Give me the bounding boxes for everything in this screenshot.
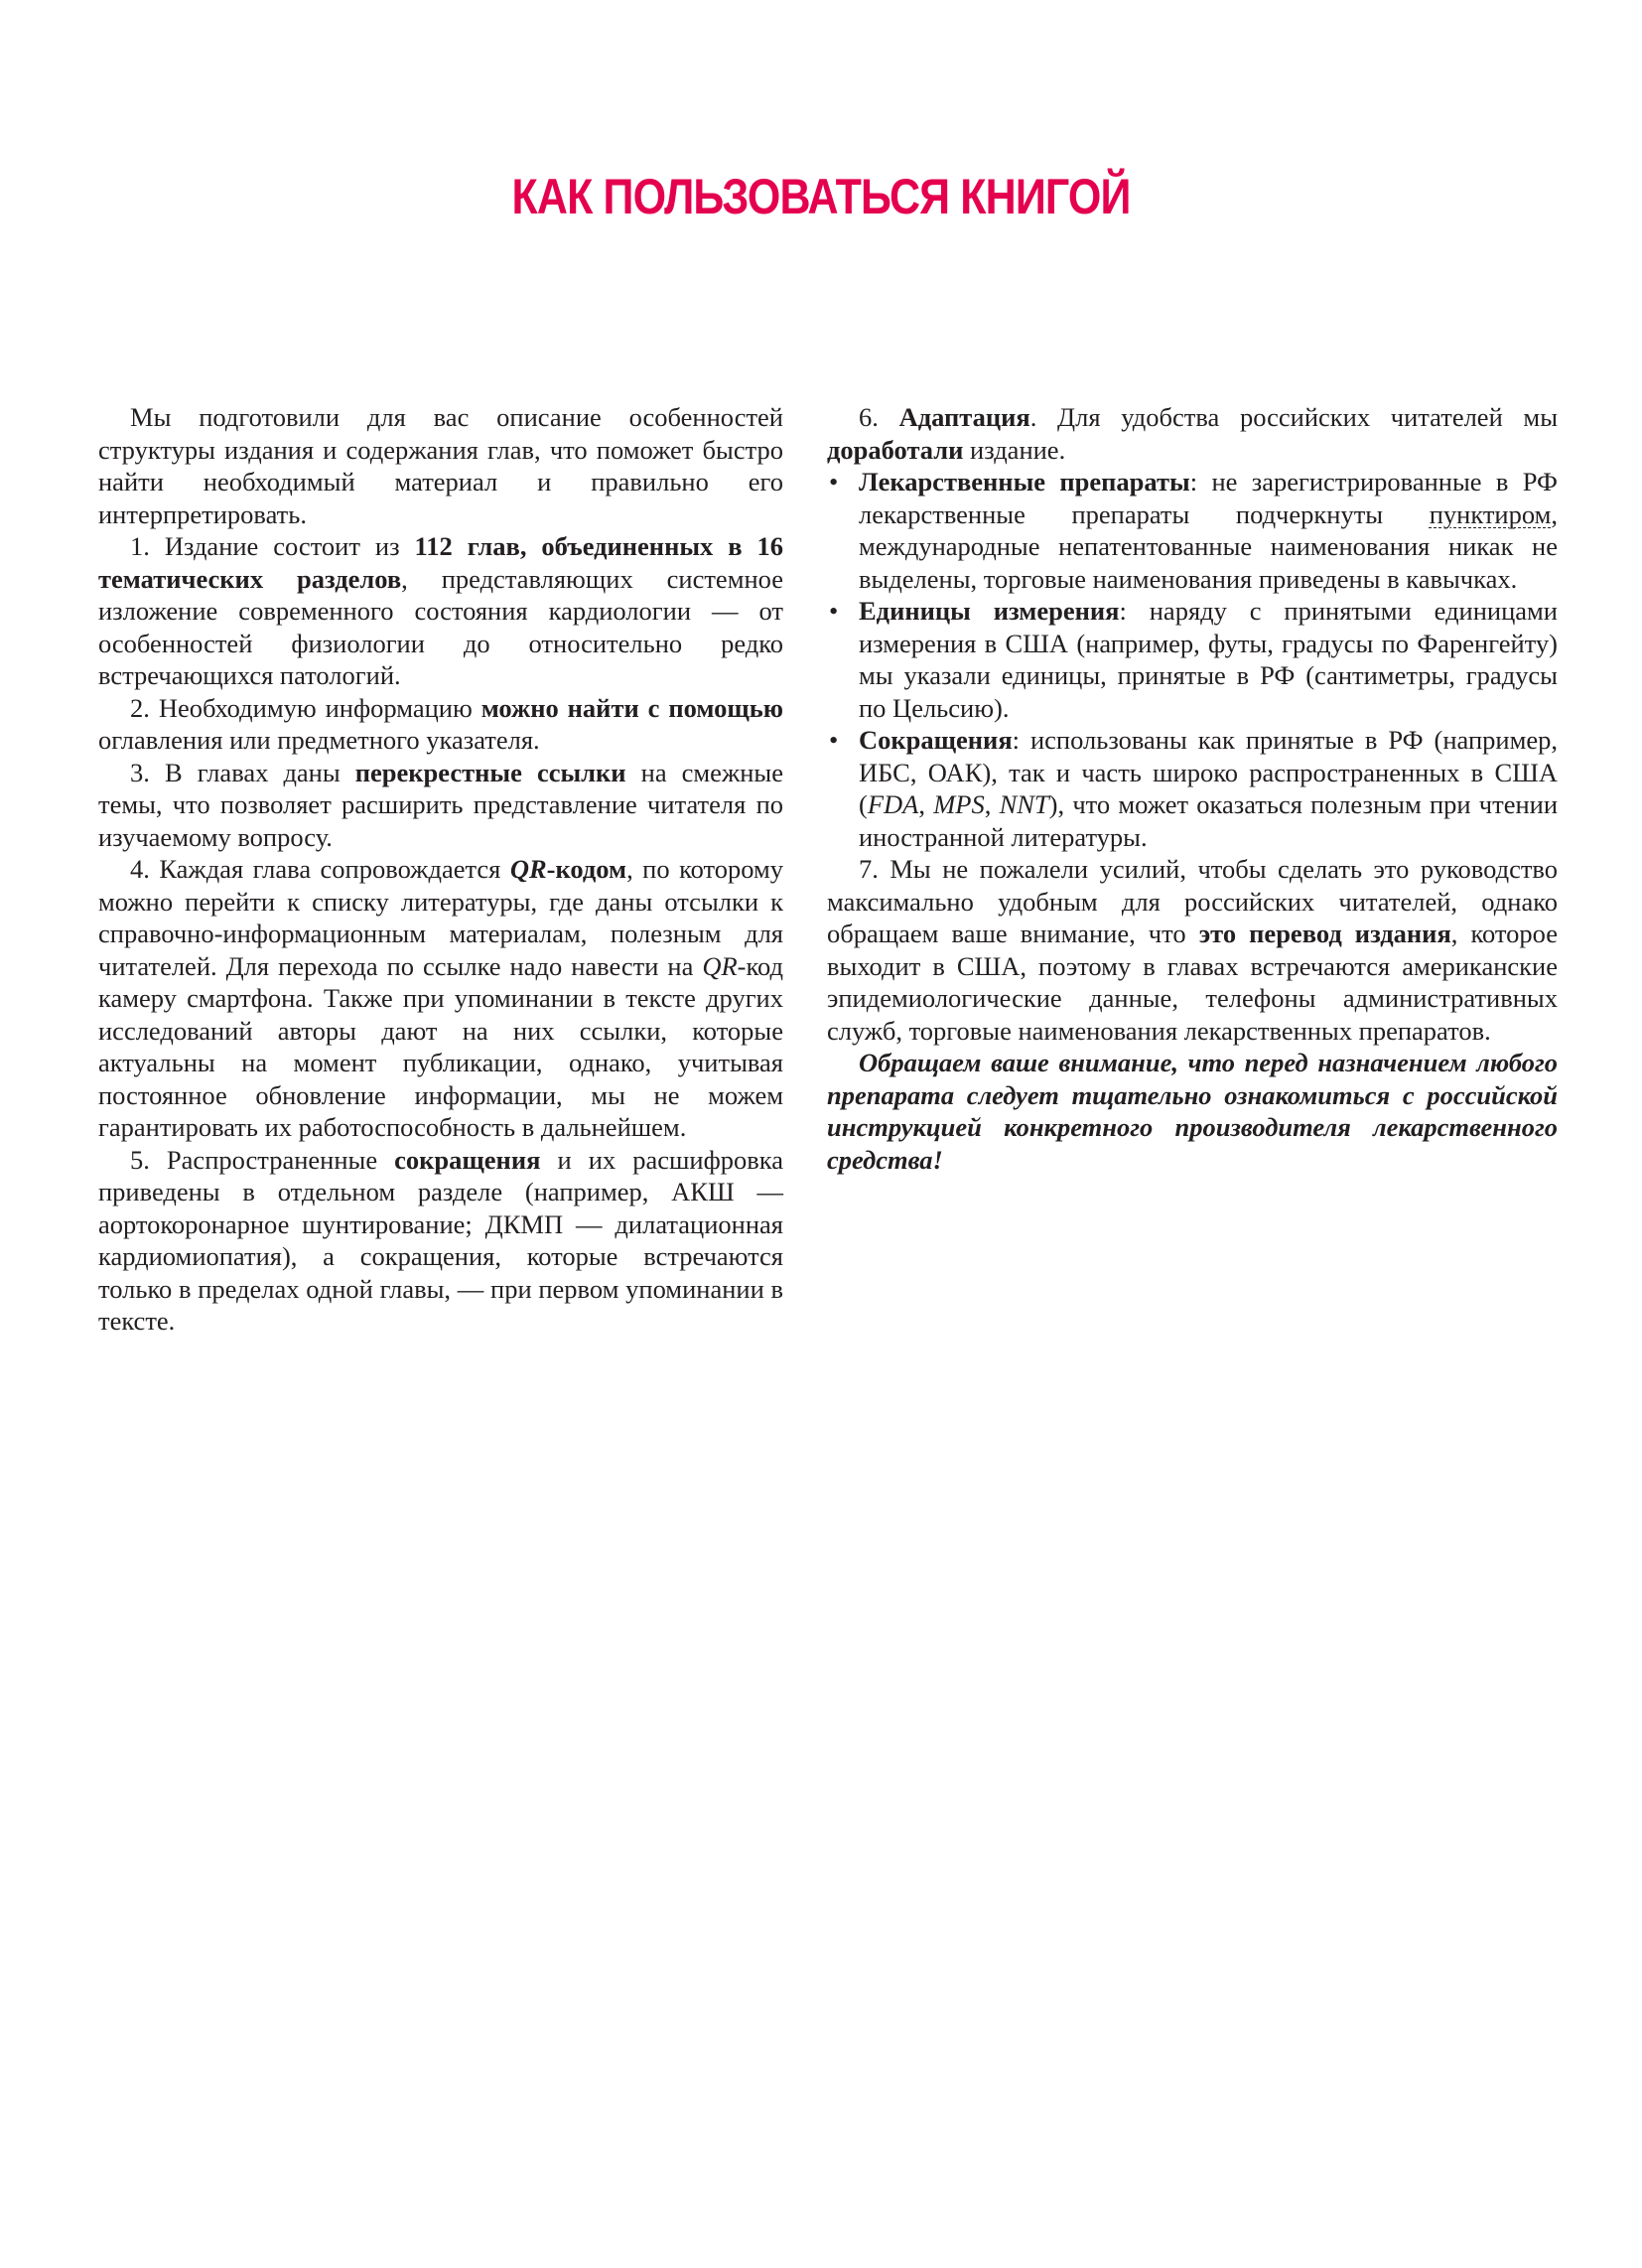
bullet-icon: •	[829, 596, 839, 626]
item-4-qr-bold-italic: QR	[509, 854, 547, 884]
item-4-bold: -кодом	[546, 854, 627, 884]
intro-paragraph: Мы подготовили для вас описание особенностей структуры издания и содержания глав, что поможет быстро найти необходимый материал и правильно его интерпретировать.	[98, 402, 783, 529]
item-4-suffix: -код камеру смартфона. Также при упоминании в тексте других исследований авторы дают на них ссылки, которые актуальны на момент публикации, однако, учитывая постоянное обновление информации, мы не можем гарантировать их работоспособность в дальнейшем.	[98, 950, 783, 1142]
item-6-bold: Адаптация	[898, 402, 1030, 432]
item-6-suffix: издание.	[963, 434, 1066, 465]
item-3-suffix: на смежные темы, что позволяет расширить представление читателя по изучаемому вопросу.	[98, 757, 783, 852]
item-3-bold: перекрестные ссылки	[354, 757, 626, 787]
abbr-nnt: NNT	[999, 789, 1049, 819]
item-5-prefix: 5. Распространенные	[130, 1144, 395, 1175]
item-5-paragraph	[98, 1144, 783, 1338]
bullet-icon: •	[829, 725, 839, 755]
bullet-drugs-text: : не зарегистрированные в РФ лекарственные препараты подчеркнуты	[859, 467, 1558, 529]
item-4-qr-italic: QR	[702, 950, 738, 981]
abbr-mps: MPS	[933, 789, 985, 819]
bullet-item-units	[827, 595, 1558, 724]
bullet-item-drugs	[827, 466, 1558, 595]
item-7-bold: это перевод издания	[1198, 919, 1451, 948]
left-column	[98, 401, 783, 1338]
item-4-prefix: 4. Каждая глава сопровождается	[130, 854, 510, 884]
dotted-underline-example: пунктиром	[1429, 498, 1552, 529]
item-6-bold-2: доработали	[827, 434, 964, 465]
item-5-suffix: и их расшифровка приведены в отдельном разделе (например, АКШ — аортокоронарное шунтирование; ДКМП — дилатационная кардиомиопатия), а сокращения, которые встречаются только в пределах одной главы, — при первом упоминании в тексте.	[98, 1144, 783, 1336]
item-2-prefix: 2. Необходимую информацию	[130, 692, 481, 723]
item-2-paragraph	[98, 692, 783, 757]
item-2-bold: можно найти с помощью	[480, 692, 783, 723]
item-7-prefix: 7. Мы не пожалели усилий, чтобы сделать это руководство максимально удобным для российских читателей, однако обращаем ваше внимание, что	[827, 854, 1558, 948]
item-1-suffix: , представляющих системное изложение современного состояния кардиологии — от особенностей физиологии до относительно редко встречающихся патологий.	[98, 563, 783, 690]
item-5-bold: сокращения	[394, 1144, 541, 1175]
abbr-fda: FDA	[867, 789, 919, 819]
abbr-separator: ,	[984, 789, 1000, 819]
bullet-abbr-bold: Сокращения	[859, 725, 1013, 755]
bullet-drugs-bold: Лекарственные препараты	[859, 467, 1190, 496]
item-4-paragraph	[98, 853, 783, 1144]
bullet-abbr-text: : использованы как принятые в РФ (например, ИБС, ОАК), так и часть широко распространенных в США (	[859, 725, 1558, 819]
item-1-prefix: 1. Издание состоит из	[130, 531, 415, 561]
bullet-item-abbreviations	[827, 724, 1558, 853]
item-2-suffix: оглавления или предметного указателя.	[98, 725, 540, 755]
item-4-middle: , по которому можно перейти к списку литературы, где даны отсылки к справочно-информационным материалам, полезным для читателей. Для перехода по ссылке надо навести на	[98, 854, 783, 981]
item-3-prefix: 3. В главах даны	[130, 757, 355, 787]
bullet-units-bold: Единицы измерения	[859, 596, 1120, 626]
item-7-suffix: , которое выходит в США, поэтому в главах встречаются американские эпидемиологические данные, телефоны административных служб, торговые наименования лекарственных препаратов.	[827, 919, 1558, 1046]
item-1-paragraph	[98, 530, 783, 692]
item-3-paragraph	[98, 757, 783, 854]
warning-paragraph: Обращаем ваше внимание, что перед назначением любого препарата следует тщательно ознакомиться с российской инструкцией конкретного производителя лекарственного средства!	[827, 1048, 1558, 1175]
bullet-drugs-text-after: , международные непатентованные наименования никак не выделены, торговые наименования приведены в кавычках.	[859, 498, 1558, 594]
bullet-units-text: : наряду с принятыми единицами измерения в США (например, футы, градусы по Фаренгейту) мы указали единицы, принятые в РФ (сантиметры, градусы по Цельсию).	[859, 596, 1558, 723]
abbr-separator: ,	[918, 789, 934, 819]
item-6-middle: . Для удобства российских читателей мы	[1029, 402, 1559, 432]
item-7-paragraph	[827, 853, 1558, 1047]
right-column	[827, 401, 1558, 1176]
page-title: КАК ПОЛЬЗОВАТЬСЯ КНИГОЙ	[511, 169, 1131, 224]
adaptation-bullet-list	[827, 466, 1558, 853]
bullet-abbr-text-after: ), что может оказаться полезным при чтении иностранной литературы.	[859, 789, 1559, 852]
item-1-bold: 112 глав, объединенных в 16 тематических разделов	[98, 531, 783, 594]
bullet-icon: •	[829, 467, 839, 496]
item-6-paragraph	[827, 401, 1558, 466]
item-6-prefix: 6.	[859, 402, 899, 432]
